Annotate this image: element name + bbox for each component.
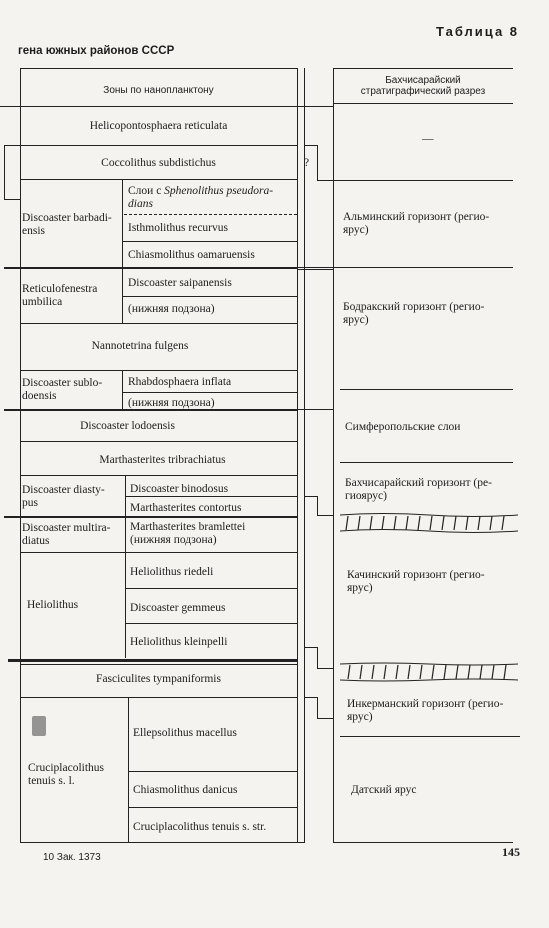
zone-heliolithus: Heliolithus [27, 599, 79, 611]
bodrak-line2: ярус) [343, 314, 369, 326]
subzone-lower-1: (нижняя подзона) [128, 303, 215, 315]
reticulofenestra-line1: Reticulofenestra [22, 283, 98, 295]
subzone-lower-2: (нижняя подзона) [128, 397, 215, 409]
print-signature: 10 Зак. 1373 [43, 852, 101, 863]
section-bodrak [343, 301, 484, 327]
zone-lodoensis: Discoaster lodoensis [80, 420, 175, 432]
section-inkerman [347, 698, 503, 724]
right-column-header [333, 75, 513, 97]
unconformity-hatch-upper [340, 511, 518, 533]
page-subtitle: гена южных районов СССР [18, 45, 175, 57]
dash-mark: — [422, 133, 434, 145]
zone-diastypus [22, 484, 105, 510]
zone-helicopontosphaera: Helicopontosphaera reticulata [89, 120, 228, 132]
reticulofenestra-line2: umbilica [22, 296, 63, 308]
subzone-sphenolithus [128, 185, 273, 211]
question-mark: ? [304, 157, 310, 169]
diastypus-line1: Discoaster diasty- [22, 484, 105, 496]
section-bakhchisaray [345, 477, 492, 503]
zone-multiradiatus [22, 522, 110, 548]
sphenolithus-line1: Sphenolithus pseudora- [164, 185, 274, 197]
zone-barbadiensis [22, 212, 112, 238]
zone-barbadiensis-line2: ensis [22, 225, 45, 237]
unconformity-hatch-lower [340, 661, 518, 683]
right-header-line1: Бахчисарайский [385, 75, 461, 86]
zone-barbadiensis-line1: Discoaster barbadi- [22, 212, 112, 224]
subzone-binodosus: Discoaster binodosus [130, 483, 229, 495]
bakhchisaray-line2: гиоярус) [345, 490, 387, 502]
subzone-bramlettei [130, 521, 245, 547]
zone-coccolithus: Coccolithus subdistichus [101, 157, 216, 169]
cruciplacolithus-line2: tenuis s. l. [28, 775, 75, 787]
inkerman-line1: Инкерманский горизонт (регио- [347, 698, 504, 710]
subzone-kleinpelli: Heliolithus kleinpelli [130, 636, 228, 648]
section-danian: Датский ярус [351, 784, 417, 796]
kachin-line1: Качинский горизонт (регио- [347, 569, 485, 581]
blot-mark [32, 716, 46, 736]
zone-fasciculites: Fasciculites tympaniformis [96, 673, 221, 685]
page-number: 145 [502, 845, 520, 859]
alma-line1: Альминский горизонт (регио- [343, 211, 490, 223]
zone-tribrachiatus: Marthasterites tribrachiatus [99, 454, 226, 466]
alma-line2: ярус) [343, 224, 369, 236]
subzone-chiasmolithus-oamaruensis: Chiasmolithus oamaruensis [128, 249, 255, 261]
zone-cruciplacolithus [28, 762, 104, 788]
multiradiatus-line2: diatus [22, 535, 50, 547]
subzone-danicus: Chiasmolithus danicus [133, 784, 238, 796]
bodrak-line1: Бодракский горизонт (регио- [343, 301, 485, 313]
zone-reticulofenestra [22, 283, 97, 309]
section-kachin [347, 569, 485, 595]
zone-sublodoensis [22, 377, 102, 403]
sphenolithus-prefix: Слои с [128, 185, 162, 197]
left-column-header: Зоны по нанопланктону [103, 85, 214, 96]
cruciplacolithus-line1: Cruciplacolithus [28, 762, 105, 774]
table-label: Таблица 8 [436, 24, 520, 39]
subzone-isthmolithus: Isthmolithus recurvus [128, 222, 228, 234]
inkerman-line2: ярус) [347, 711, 373, 723]
sublodoensis-line1: Discoaster sublo- [22, 377, 103, 389]
subzone-saipanensis: Discoaster saipanensis [128, 277, 232, 289]
multiradiatus-line1: Discoaster multira- [22, 522, 111, 534]
diastypus-line2: pus [22, 497, 38, 509]
bakhchisaray-line1: Бахчисарайский горизонт (ре- [345, 477, 492, 489]
sphenolithus-line2: dians [128, 198, 153, 210]
subzone-riedeli: Heliolithus riedeli [130, 566, 214, 578]
sublodoensis-line2: doensis [22, 390, 57, 402]
subzone-lower-3: (нижняя подзона) [130, 534, 217, 546]
section-alma [343, 211, 489, 237]
section-simferopol: Симферопольские слои [345, 421, 461, 433]
subzone-tenuis-str: Cruciplacolithus tenuis s. str. [133, 821, 267, 833]
zone-nannotetrina: Nannotetrina fulgens [91, 340, 189, 352]
bramlettei-line: Marthasterites bramlettei [130, 521, 246, 533]
right-header-line2: стратиграфический разрез [360, 86, 486, 97]
subzone-macellus: Ellepsolithus macellus [133, 727, 237, 739]
subzone-rhabdosphaera: Rhabdosphaera inflata [128, 376, 232, 388]
subzone-contortus: Marthasterites contortus [130, 502, 242, 514]
subzone-gemmeus: Discoaster gemmeus [130, 602, 226, 614]
kachin-line2: ярус) [347, 582, 373, 594]
